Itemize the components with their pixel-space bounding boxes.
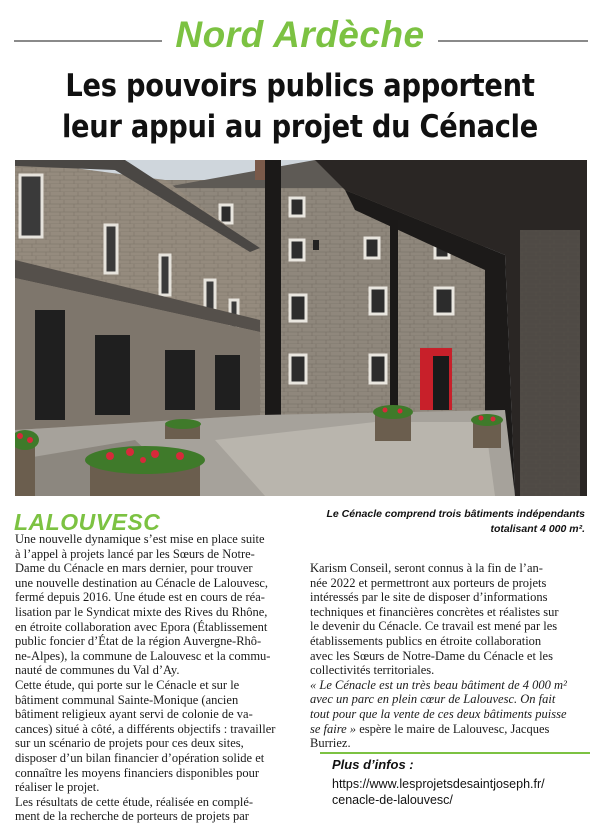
caption-line-1: Le Cénacle comprend trois bâtiments indépendants bbox=[326, 508, 585, 520]
text-line: collectivités territoriales. bbox=[310, 663, 435, 678]
text-line: Burriez. bbox=[310, 736, 351, 751]
article-photo bbox=[15, 160, 587, 496]
headline bbox=[36, 66, 564, 148]
text-line: Karism Conseil, seront connus à la fin de l’an- bbox=[310, 561, 543, 575]
text-line: disposer d’un bilan financier d’opération solide et bbox=[15, 750, 265, 765]
text-line: le devenir du Cénacle. Ce travail est mené par les bbox=[310, 619, 558, 634]
attribution: espère le maire de Lalouvesc, Jacques bbox=[356, 721, 550, 736]
headline-line-1: Les pouvoirs publics apportent bbox=[65, 68, 535, 104]
text-line: Une nouvelle dynamique s’est mise en place suite bbox=[15, 532, 265, 546]
text-line: une nouvelle destination au Cénacle de Lalouvesc, bbox=[15, 575, 269, 590]
quote-attribution-line bbox=[310, 722, 590, 737]
text-line: Cette étude, qui porte sur le Cénacle et sur le bbox=[15, 677, 240, 692]
text-line: ment de la recherche de porteurs de projets par bbox=[15, 809, 249, 824]
text-line: fermé depuis 2016. Une étude est en cours de réa- bbox=[15, 590, 265, 605]
more-info-title: Plus d’infos : bbox=[332, 757, 414, 772]
text-line: établissements publics en étroite collaboration bbox=[310, 633, 542, 648]
text-line: sur un scénario de projets pour ces deux sites, bbox=[15, 736, 244, 751]
cenacle-courtyard-image bbox=[15, 160, 587, 496]
text-line: cances) situé à côté, a différents objectifs : travailler bbox=[15, 721, 276, 736]
quote-line: tout pour que la vente de ces deux bâtiments puisse bbox=[310, 706, 567, 721]
link-line-2[interactable]: cenacle-de-lalouvesc/ bbox=[332, 793, 453, 807]
article-column-2 bbox=[310, 561, 590, 751]
headline-line-2: leur appui au projet du Cénacle bbox=[61, 109, 539, 145]
town-label: LALOUVESC bbox=[14, 509, 161, 535]
text-line: à l’appel à projets lancé par les Sœurs de Notre- bbox=[15, 546, 255, 561]
text-line: bâtiment communal Sainte-Monique (ancien bbox=[15, 692, 239, 707]
section-title: Nord Ardèche bbox=[175, 14, 425, 55]
caption-line-2: totalisant 4 000 m². bbox=[490, 523, 585, 535]
text-line: techniques et financières concrètes et réalistes sur bbox=[310, 604, 559, 619]
more-info-box bbox=[332, 757, 592, 808]
more-info-link[interactable] bbox=[332, 776, 592, 808]
infos-divider bbox=[320, 752, 590, 754]
quote-line: « Le Cénacle est un très beau bâtiment de 4 000 m² bbox=[310, 677, 567, 692]
text-line: connaître les moyens financiers disponibles pour bbox=[15, 765, 260, 780]
text-line: avec les Sœurs de Notre-Dame du Cénacle et les bbox=[310, 648, 553, 663]
text-line: lisation par le Syndicat mixte des Rives du Rhône, bbox=[15, 604, 268, 619]
text-line: réaliser le projet. bbox=[15, 780, 100, 795]
article-column-1 bbox=[15, 532, 290, 824]
quote-line: avec un parc en plein cœur de Lalouvesc. On fait bbox=[310, 692, 556, 707]
text-line: en étroite collaboration avec Epora (Établissement bbox=[15, 619, 268, 634]
quote-end: se faire » bbox=[310, 721, 357, 736]
text-line: née 2022 et permettront aux porteurs de projets bbox=[310, 575, 547, 590]
text-line: intéressés par le site de disposer d’informations bbox=[310, 590, 548, 605]
photo-caption bbox=[300, 507, 585, 537]
text-line: public foncier d’État de la région Auvergne-Rhô- bbox=[15, 634, 262, 649]
text-line: Dame du Cénacle en mars dernier, pour trouver bbox=[15, 561, 253, 576]
text-line: ne-Alpes), la commune de Lalouvesc et la commu- bbox=[15, 648, 271, 663]
text-line: bâtiment religieux ayant servi de colonie de va- bbox=[15, 707, 253, 722]
text-line: nauté de communes du Val d’Ay. bbox=[15, 663, 180, 678]
text-line: Les résultats de cette étude, réalisée en complé- bbox=[15, 794, 254, 809]
link-line-1[interactable]: https://www.lesprojetsdesaintjoseph.fr/ bbox=[332, 777, 545, 791]
